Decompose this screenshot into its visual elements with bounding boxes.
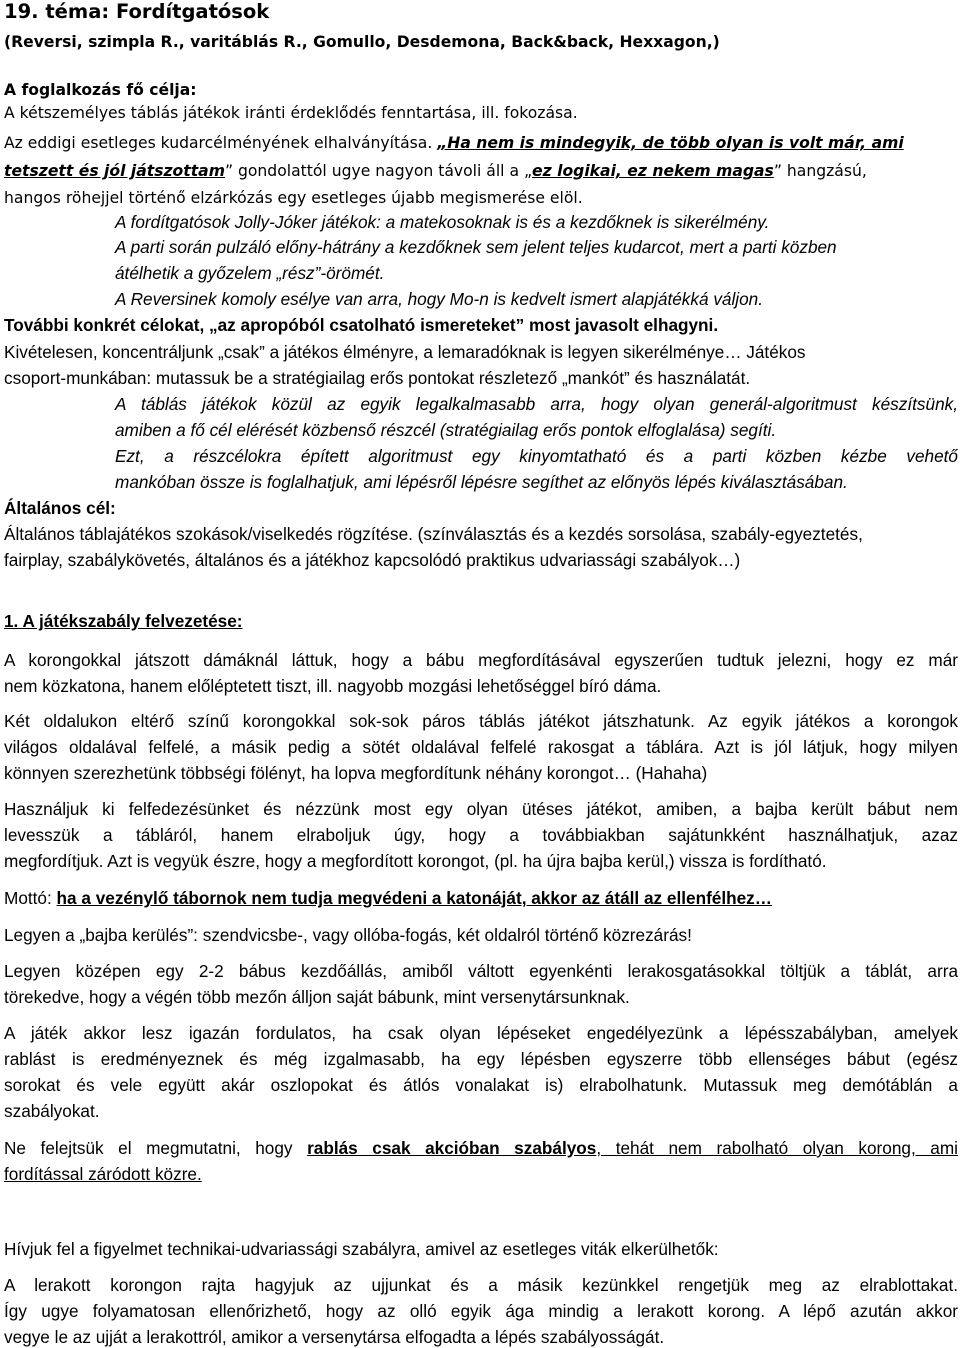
para-7-a: Ne felejtsük el megmutatni, hogy bbox=[4, 1138, 308, 1158]
goal-line-3-quote-2: ez logikai, ez nekem magas bbox=[532, 162, 774, 180]
para-5-line-1: Legyen középen egy 2-2 bábus kezdőállás, amiből váltott egyenkénti lerakosgatásokkal töltjük a táblát, arra bbox=[4, 961, 958, 981]
para-6-line-2: rablást is eredményeznek és még izgalmasabb, ha egy lépésben egyszerre több ellenséges bábut (egész bbox=[4, 1049, 958, 1069]
goal-line-2 bbox=[4, 132, 904, 154]
italic-line-2: A parti során pulzáló előny-hátrány a kezdőknek sem jelent teljes kudarcot, mert a parti közben bbox=[115, 237, 837, 257]
para-2-line-2: világos oldalával felfelé, a másik pedig a sötét oldalával felfelé rakosgat a táblára. Azt is jól látjuk, hogy milyen bbox=[4, 737, 958, 757]
general-line-1: Általános táblajátékos szokások/viselkedés rögzítése. (színválasztás és a kezdés sorsolása, szabály-egyeztetés, bbox=[4, 524, 863, 544]
para-1-line-2: nem közkatona, hanem előléptetett tiszt, ill. nagyobb mozgási lehetőséggel bíró dáma. bbox=[4, 676, 662, 696]
goal-line-3-d: ” hangzású, bbox=[773, 162, 867, 180]
goal-line-1: A kétszemélyes táblás játékok iránti érdeklődés fenntartása, ill. fokozása. bbox=[4, 104, 578, 122]
para-8: Hívjuk fel a figyelmet technikai-udvariassági szabályra, amivel az esetleges viták elkerülhetők: bbox=[4, 1239, 719, 1259]
goal-line-2-a: Az eddigi esetleges kudarcélményének elhalványítása. bbox=[4, 134, 438, 152]
para-2-line-3: könnyen szerezhetünk többségi fölényt, ha lopva megfordítunk néhány korongot… (Hahaha) bbox=[4, 763, 708, 783]
para-6-line-3: sorokat és vele együtt akár oszlopokat és átlós vonalakat is) elrabolhatunk. Mutassuk meg demótáblán a bbox=[4, 1075, 958, 1095]
para-4: Legyen a „bajba kerülés”: szendvicsbe-, vagy ollóba-fogás, két oldalról történő közrezárás! bbox=[4, 925, 692, 945]
para-3-line-3: megfordítjuk. Azt is vegyük észre, hogy a megfordított korongot, (pl. ha újra bajba kerül,) vissza is fordítható. bbox=[4, 851, 827, 871]
para-2-line-1: Két oldalukon eltérő színű korongokkal sok-sok páros táblás játékot játszhatunk. Az egyik játékos a korongok bbox=[4, 711, 958, 731]
motto-line bbox=[4, 887, 772, 909]
italic-line-7: Ezt, a részcélokra épített algoritmust egy kinyomtatható és a parti közben kézbe vehető bbox=[115, 446, 958, 466]
italic-line-6: amiben a fő cél elérését közbenső részcél (stratégiailag erős pontok elfoglalása) segíti. bbox=[115, 420, 777, 440]
goal-line-3-b: ” gondolattól ugye nagyon távoli áll a „ bbox=[224, 162, 533, 180]
para-6-line-1: A játék akkor lesz igazán fordulatos, ha csak olyan lépéseket engedélyezünk a lépésszabályban, amelyek bbox=[4, 1023, 958, 1043]
para-6-line-4: szabályokat. bbox=[4, 1101, 100, 1121]
motto-text: ha a vezénylő tábornok nem tudja megvédeni a katonáját, akkor az átáll az ellenfélhez… bbox=[56, 888, 772, 908]
italic-line-5: A táblás játékok közül az egyik legalkalmasabb arra, hogy olyan generál-algoritmust készítsünk, bbox=[115, 394, 958, 414]
para-9-line-1: A lerakott korongon rajta hagyjuk az ujjunkat és a másik kezünkkel rengetjük meg az elrablottakat. bbox=[4, 1275, 958, 1295]
para-9-line-3: vegye le az ujját a lerakottról, amikor a versenytársa elfogadta a lépés szabályosságát. bbox=[4, 1327, 665, 1347]
goal-heading: A foglalkozás fő célja: bbox=[4, 81, 197, 99]
para-7-line-2: fordítással záródott közre. bbox=[4, 1164, 202, 1184]
italic-line-3: átélhetik a győzelem „rész”-örömét. bbox=[115, 263, 385, 283]
para-3-line-2: levesszük a tábláról, hanem elraboljuk úgy, hogy a továbbiakban sajátunkként használhatjuk, azaz bbox=[4, 825, 958, 845]
goal-line-2-quote: „Ha nem is mindegyik, de több olyan is volt már, ami bbox=[437, 134, 904, 152]
italic-line-8: mankóban össze is foglalhatjuk, ami lépésről lépésre segíthet az előnyös lépés kiválasztásában. bbox=[115, 472, 848, 492]
general-line-2: fairplay, szabálykövetés, általános és a játékhoz kapcsolódó praktikus udvariassági szabályok…) bbox=[4, 550, 741, 570]
italic-line-4: A Reversinek komoly esélye van arra, hogy Mo-n is kedvelt ismert alapjátékká váljon. bbox=[115, 289, 763, 309]
general-heading: Általános cél: bbox=[4, 498, 116, 518]
para-7-c: , tehát nem rabolható olyan korong, ami bbox=[596, 1138, 958, 1158]
bold-statement: További konkrét célokat, „az apropóból csatolható ismereteket” most javasolt elhagyni. bbox=[4, 315, 719, 335]
section-heading-1: 1. A játékszabály felvezetése: bbox=[4, 611, 243, 631]
page-title: 19. téma: Fordítgatósok bbox=[4, 0, 270, 23]
page-subtitle: (Reversi, szimpla R., varitáblás R., Gomullo, Desdemona, Back&back, Hexxagon,) bbox=[4, 33, 720, 51]
para-1-line-1: A korongokkal játszott dámáknál láttuk, hogy a bábu megfordításával egyszerűen tudtuk jelezni, hogy ez már bbox=[4, 650, 958, 670]
para-9-line-2: Így ugye folyamatosan ellenőrizhető, hogy az olló egyik ága mindig a lerakott korong. A lépő azután akkor bbox=[4, 1301, 958, 1321]
italic-line-1: A fordítgatósok Jolly-Jóker játékok: a matekosoknak is és a kezdőknek is sikerélmény. bbox=[115, 212, 770, 232]
motto-label: Mottó: bbox=[4, 888, 57, 908]
goal-line-3-quote: tetszett és jól játszottam bbox=[4, 162, 225, 180]
para-7-emphasis: rablás csak akcióban szabályos bbox=[307, 1138, 597, 1158]
goal-line-3 bbox=[4, 160, 867, 182]
exception-line-1: Kivételesen, koncentráljunk „csak” a játékos élményre, a lemaradóknak is legyen sikerélménye… Játékos bbox=[4, 342, 806, 362]
exception-line-2: csoport-munkában: mutassuk be a stratégiailag erős pontokat részletező „mankót” és használatát. bbox=[4, 368, 751, 388]
para-7-line-1 bbox=[4, 1137, 958, 1159]
goal-line-4: hangos röhejjel történő elzárkózás egy esetleges újabb megismerése elöl. bbox=[4, 189, 583, 207]
para-3-line-1: Használjuk ki felfedezésünket és nézzünk most egy olyan ütéses játékot, amiben, a bajba került bábut nem bbox=[4, 799, 958, 819]
para-5-line-2: törekedve, hogy a végén több mezőn álljon saját bábunk, mint versenytársunknak. bbox=[4, 987, 630, 1007]
